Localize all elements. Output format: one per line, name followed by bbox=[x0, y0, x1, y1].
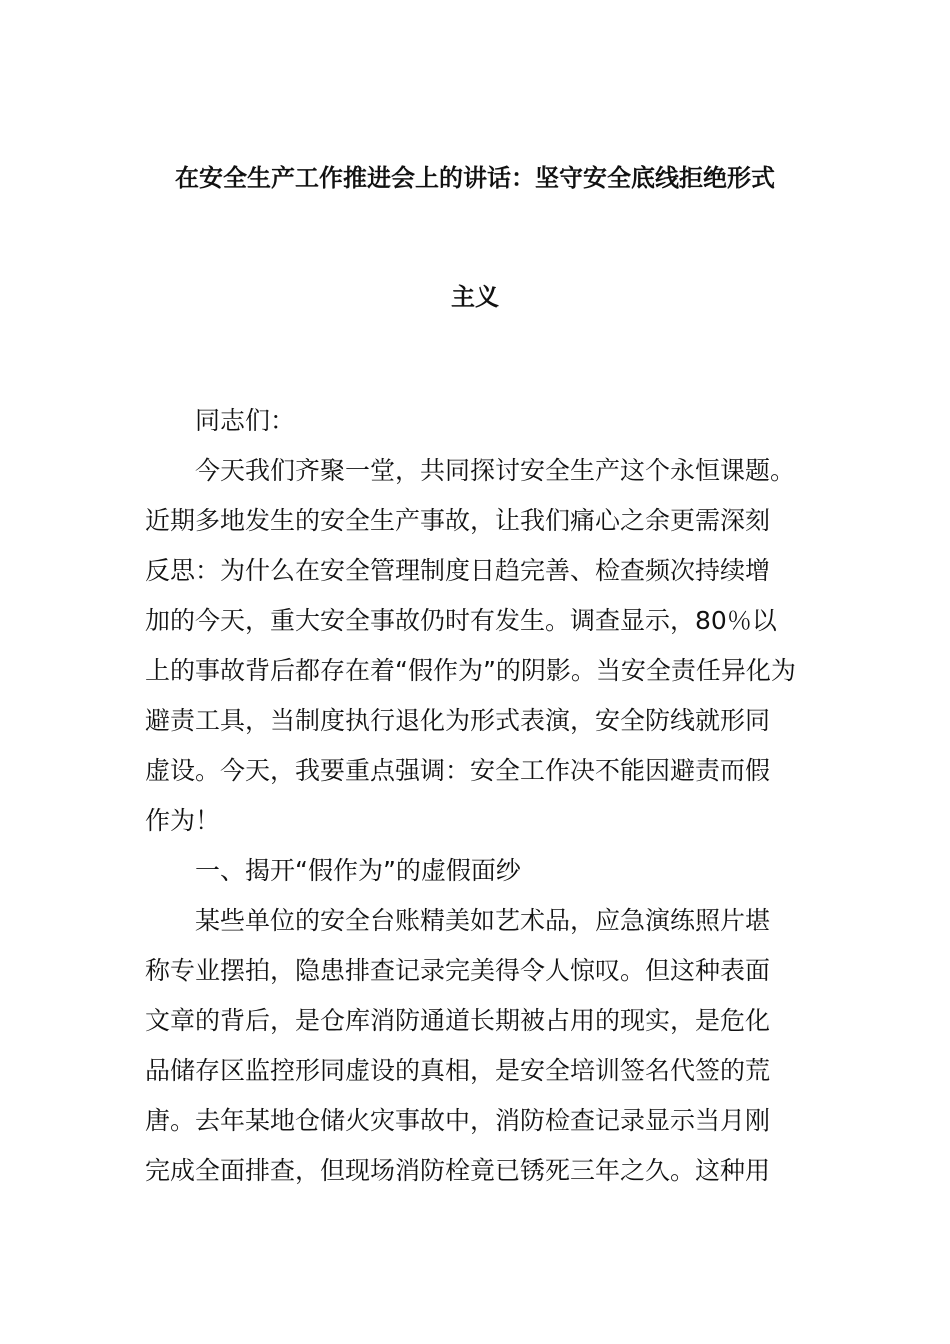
paragraph-line: 唐。去年某地仓储火灾事故中，消防检查记录显示当月刚 bbox=[145, 1106, 771, 1135]
document-title-line-1: 在安全生产工作推进会上的讲话：坚守安全底线拒绝形式 bbox=[175, 164, 775, 192]
paragraph-line: 作为！ bbox=[145, 806, 221, 835]
paragraph-line: 称专业摆拍，隐患排查记录完美得令人惊叹。但这种表面 bbox=[145, 956, 771, 985]
paragraph-line: 加的今天，重大安全事故仍时有发生。调查显示，80％以 bbox=[145, 606, 777, 635]
paragraph-line: 某些单位的安全台账精美如艺术品，应急演练照片堪 bbox=[195, 906, 771, 935]
salutation: 同志们： bbox=[195, 406, 296, 435]
paragraph-line: 反思：为什么在安全管理制度日趋完善、检查频次持续增 bbox=[145, 556, 771, 585]
paragraph-line: 文章的背后，是仓库消防通道长期被占用的现实，是危化 bbox=[145, 1006, 771, 1035]
paragraph-line: 品储存区监控形同虚设的真相，是安全培训签名代签的荒 bbox=[145, 1056, 771, 1085]
paragraph-line: 虚设。今天，我要重点强调：安全工作决不能因避责而假 bbox=[145, 756, 771, 785]
paragraph-line: 上的事故背后都存在着“假作为”的阴影。当安全责任异化为 bbox=[145, 656, 796, 685]
paragraph-line: 避责工具，当制度执行退化为形式表演，安全防线就形同 bbox=[145, 706, 771, 735]
paragraph-line: 今天我们齐聚一堂，共同探讨安全生产这个永恒课题。 bbox=[195, 456, 796, 485]
section-heading: 一、揭开“假作为”的虚假面纱 bbox=[195, 856, 521, 885]
document-title-line-2: 主义 bbox=[451, 283, 499, 311]
paragraph-line: 近期多地发生的安全生产事故，让我们痛心之余更需深刻 bbox=[145, 506, 771, 535]
paragraph-line: 完成全面排查，但现场消防栓竟已锈死三年之久。这种用 bbox=[145, 1156, 771, 1185]
